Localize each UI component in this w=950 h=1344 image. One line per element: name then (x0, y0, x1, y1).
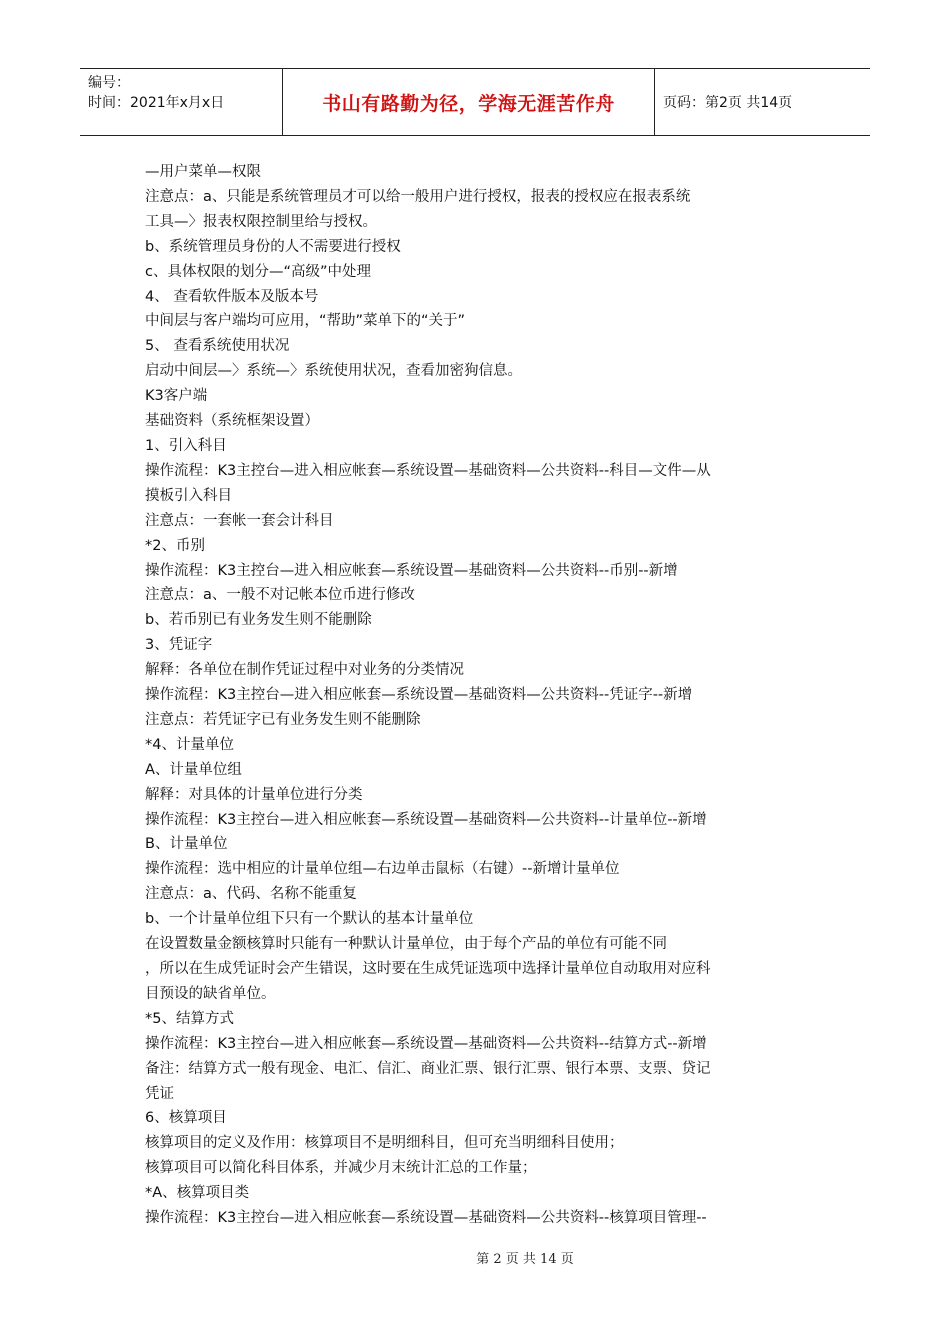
text-line: 6、核算项目 (145, 1110, 227, 1127)
text-line: 操作流程：K3主控台—进入相应帐套—系统设置—基础资料—公共资料--凭证字--新增 (145, 687, 693, 704)
header-motto: 书山有路勤为径，学海无涯苦作舟 (322, 92, 615, 115)
text-line: 5、 查看系统使用状况 (145, 338, 290, 355)
text-line: K3客户端 (145, 388, 208, 405)
text-line: 注意点：一套帐一套会计科目 (145, 512, 334, 529)
text-line: c、具体权限的划分—“高级”中处理 (145, 263, 371, 280)
header-motto-cell (283, 69, 655, 135)
text-line: 操作流程：K3主控台—进入相应帐套—系统设置—基础资料—公共资料--币别--新增 (145, 562, 678, 579)
footer-page-number: 第 2 页 共 14 页 (476, 1252, 574, 1267)
text-line: ，所以在生成凭证时会产生错误，这时要在生成凭证选项中选择计量单位自动取用对应科 (145, 961, 711, 977)
text-line: —用户菜单—权限 (145, 164, 261, 180)
text-line: 3、凭证字 (145, 637, 213, 654)
text-line: 解释：对具体的计量单位进行分类 (145, 786, 363, 803)
text-line: 备注：结算方式一般有现金、电汇、信汇、商业汇票、银行汇票、银行本票、支票、贷记 (145, 1060, 711, 1077)
header-page-info: 页码：第2页 共14页 (663, 95, 793, 111)
doc-time-label: 时间：2021年x月x日 (88, 95, 225, 111)
text-line: 注意点：a、代码、名称不能重复 (145, 886, 357, 903)
header-meta-cell (80, 69, 283, 135)
text-line: 启动中间层—〉系统—〉系统使用状况，查看加密狗信息。 (145, 363, 522, 380)
text-line: *A、核算项目类 (145, 1185, 250, 1202)
text-line: *5、结算方式 (145, 1010, 234, 1027)
text-line: 基础资料（系统框架设置） (145, 413, 319, 430)
text-line: *2、币别 (145, 537, 205, 554)
text-line: 解释：各单位在制作凭证过程中对业务的分类情况 (145, 662, 464, 679)
text-line: b、系统管理员身份的人不需要进行授权 (145, 238, 401, 255)
text-line: 核算项目可以简化科目体系，并减少月末统计汇总的工作量； (145, 1160, 537, 1177)
text-line: 摸板引入科目 (145, 487, 232, 504)
text-line: 注意点：a、只能是系统管理员才可以给一般用户进行授权，报表的授权应在报表系统 (145, 188, 691, 205)
text-line: *4、计量单位 (145, 736, 234, 753)
header-page-cell (655, 69, 870, 135)
text-line: 操作流程：K3主控台—进入相应帐套—系统设置—基础资料—公共资料--核算项目管理-- (145, 1210, 707, 1227)
text-line: 凭证 (145, 1085, 174, 1102)
text-line: 操作流程：选中相应的计量单位组—右边单击鼠标（右键）--新增计量单位 (145, 861, 620, 878)
text-line: 在设置数量金额核算时只能有一种默认计量单位，由于每个产品的单位有可能不同 (145, 936, 667, 953)
doc-code-label: 编号： (88, 75, 130, 91)
text-line: 4、 查看软件版本及版本号 (145, 288, 319, 305)
text-line: 工具—〉报表权限控制里给与授权。 (145, 213, 377, 230)
page-footer (0, 1248, 950, 1267)
text-line: 核算项目的定义及作用：核算项目不是明细科目，但可充当明细科目使用； (145, 1135, 624, 1152)
text-line: 操作流程：K3主控台—进入相应帐套—系统设置—基础资料—公共资料--结算方式--新增 (145, 1035, 707, 1052)
text-line: A、计量单位组 (145, 761, 242, 778)
text-line: b、若币别已有业务发生则不能删除 (145, 612, 372, 629)
text-line: 操作流程：K3主控台—进入相应帐套—系统设置—基础资料—公共资料--科目—文件—从 (145, 462, 711, 479)
text-line: 注意点：若凭证字已有业务发生则不能删除 (145, 711, 421, 728)
text-line: 操作流程：K3主控台—进入相应帐套—系统设置—基础资料—公共资料--计量单位--新增 (145, 811, 707, 828)
document-body (145, 160, 815, 1231)
text-line: 1、引入科目 (145, 437, 227, 454)
header-table (80, 68, 870, 136)
text-line: 中间层与客户端均可应用，“帮助”菜单下的“关于” (145, 313, 466, 330)
text-line: B、计量单位 (145, 836, 228, 853)
text-line: 目预设的缺省单位。 (145, 985, 276, 1002)
text-line: b、一个计量单位组下只有一个默认的基本计量单位 (145, 911, 474, 928)
text-line: 注意点：a、一般不对记帐本位币进行修改 (145, 587, 415, 604)
